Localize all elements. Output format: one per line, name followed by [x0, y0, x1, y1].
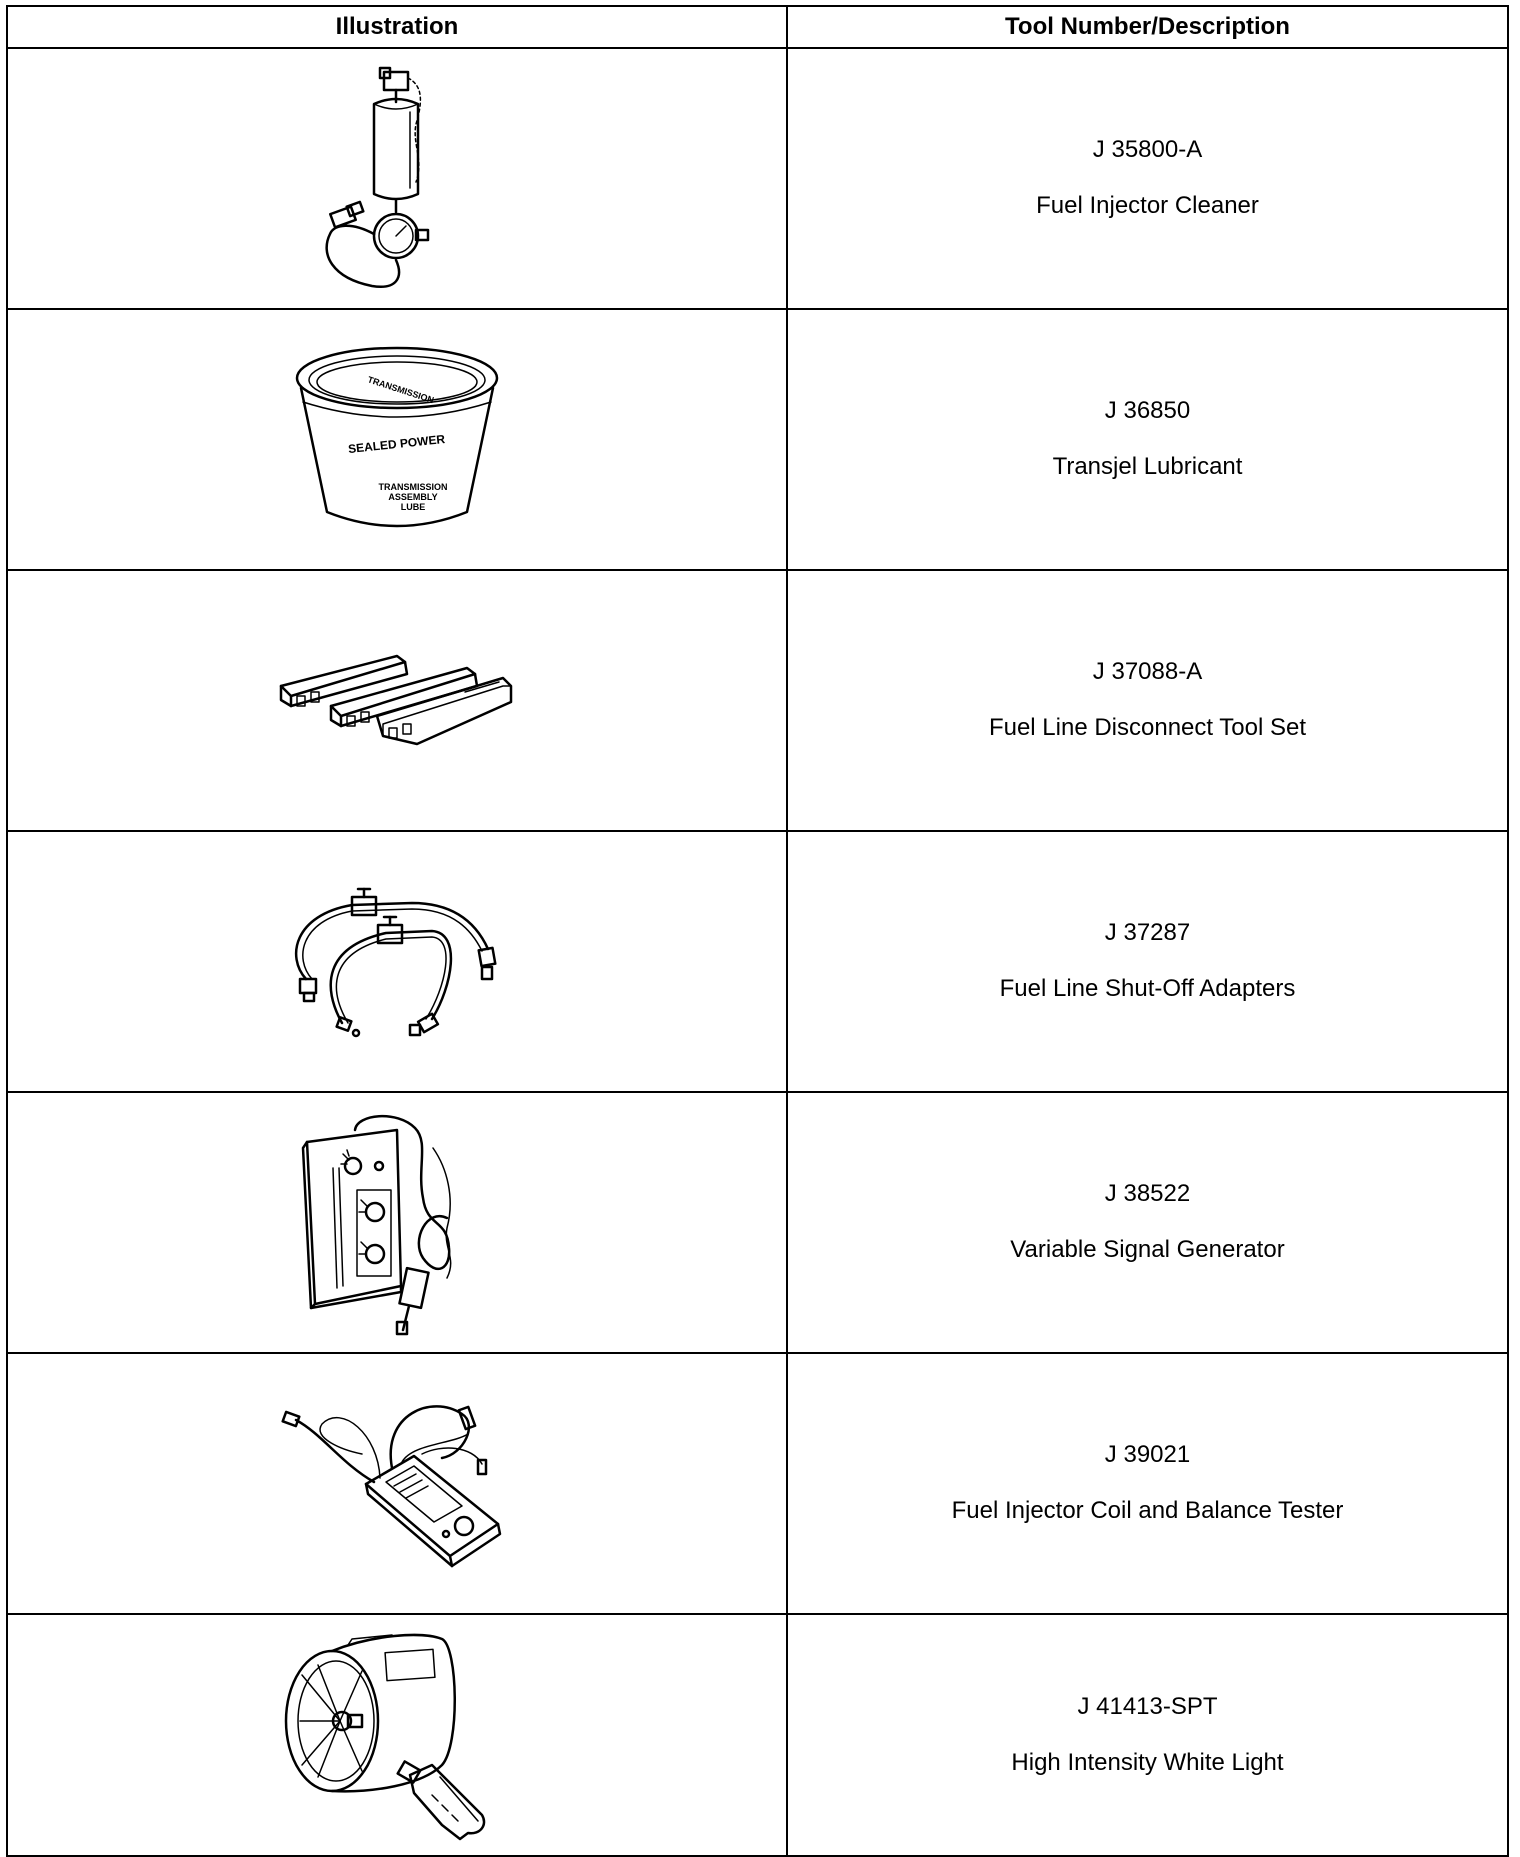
illustration-cell: [7, 1614, 787, 1856]
illustration-cell: [7, 48, 787, 309]
transjel-lubricant-icon: [287, 340, 507, 540]
table-row: [7, 1092, 1508, 1353]
tool-description-cell: [787, 1092, 1508, 1353]
tool-description: High Intensity White Light: [1011, 1748, 1284, 1776]
table-header-row: [7, 6, 1508, 48]
column-header-tool-number-description: Tool Number/Description: [787, 6, 1508, 48]
fuel-injector-cleaner-icon: [312, 64, 482, 294]
tool-description: Fuel Line Shut-Off Adapters: [999, 975, 1296, 1002]
bucket-label-line3: LUBE: [400, 501, 426, 512]
tool-number: J 39021: [1104, 1441, 1191, 1469]
table-row: [7, 309, 1508, 570]
tool-number: J 37088-A: [1092, 658, 1203, 686]
tool-description-cell: [787, 309, 1508, 570]
tool-number: J 35800-A: [1092, 136, 1203, 164]
tool-description: Fuel Injector Coil and Balance Tester: [951, 1497, 1344, 1524]
fuel-line-disconnect-tool-set-icon: [277, 646, 517, 756]
tool-description-cell: [787, 831, 1508, 1092]
bucket-lid-label: TRANSMISSION: [366, 373, 436, 405]
illustration-cell: [7, 831, 787, 1092]
illustration-cell: [7, 1092, 787, 1353]
tool-description: Variable Signal Generator: [1010, 1236, 1285, 1263]
tool-description-cell: [787, 570, 1508, 831]
tool-description: Fuel Line Disconnect Tool Set: [988, 714, 1307, 741]
fuel-line-shutoff-adapters-icon: [282, 887, 512, 1037]
injector-coil-balance-tester-icon: [282, 1394, 512, 1574]
tool-description-cell: [787, 48, 1508, 309]
bucket-label-line2: ASSEMBLY: [388, 491, 438, 502]
tool-number: J 36850: [1104, 397, 1191, 425]
tool-number: J 41413-SPT: [1077, 1692, 1218, 1720]
tool-number: J 37287: [1104, 919, 1191, 947]
bucket-brand-label: SEALED POWER: [347, 431, 446, 456]
table-row: [7, 570, 1508, 831]
special-tools-table: [6, 5, 1509, 1857]
high-intensity-white-light-icon: [282, 1625, 512, 1845]
bucket-label-line1: TRANSMISSION: [378, 481, 448, 492]
table-row: [7, 1614, 1508, 1856]
illustration-cell: [7, 570, 787, 831]
variable-signal-generator-icon: [297, 1108, 497, 1338]
tool-number: J 38522: [1104, 1180, 1191, 1208]
table-row: [7, 48, 1508, 309]
tool-description-cell: [787, 1614, 1508, 1856]
column-header-illustration: Illustration: [7, 6, 787, 48]
table-row: [7, 831, 1508, 1092]
tool-description: Fuel Injector Cleaner: [1036, 192, 1259, 219]
tool-description: Transjel Lubricant: [1052, 453, 1243, 480]
illustration-cell: [7, 1353, 787, 1614]
tool-description-cell: [787, 1353, 1508, 1614]
illustration-cell: [7, 309, 787, 570]
table-row: [7, 1353, 1508, 1614]
